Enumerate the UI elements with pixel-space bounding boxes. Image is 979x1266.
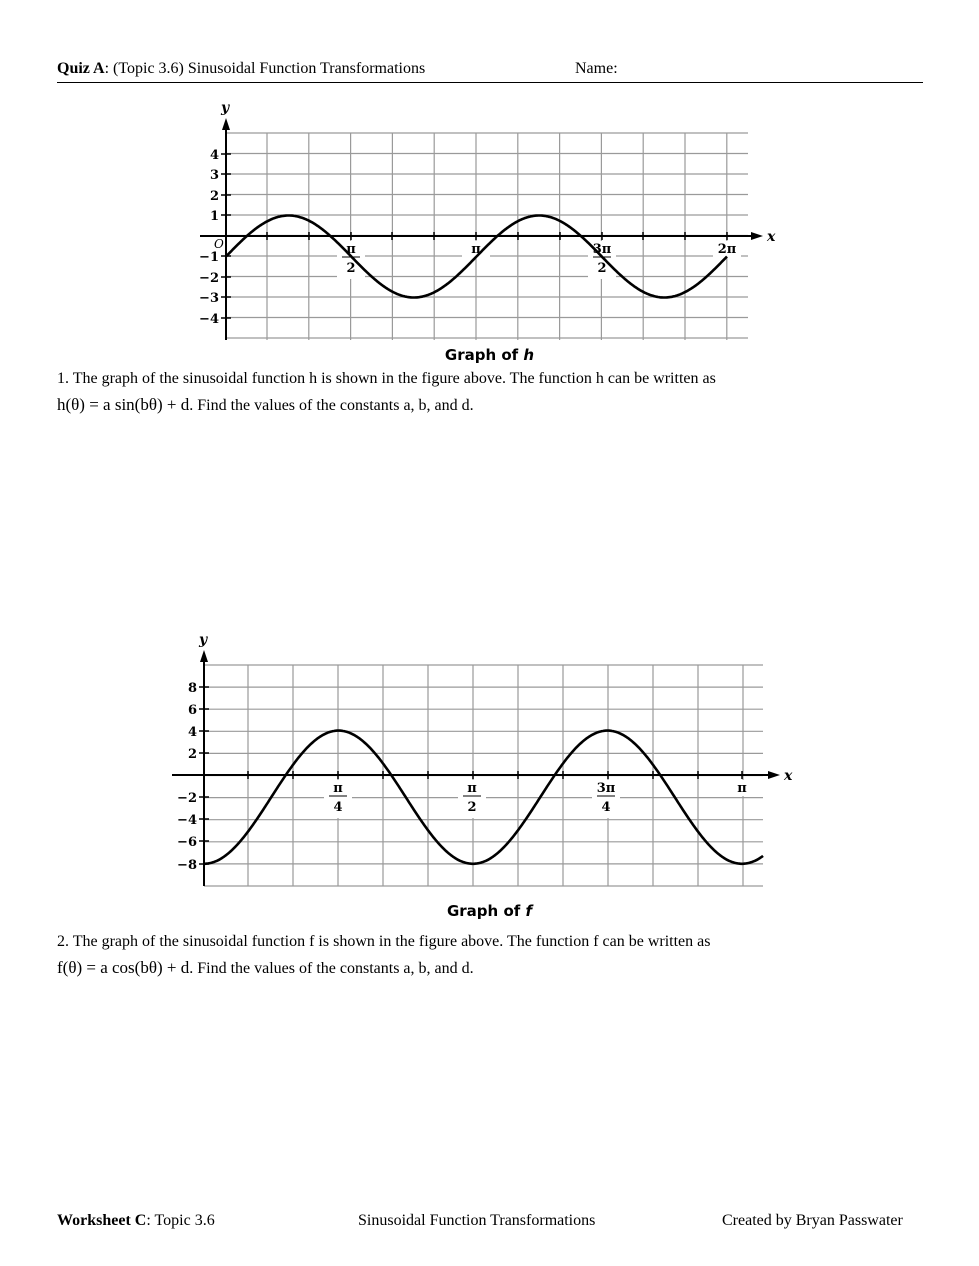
x-tick-label-den: 2	[467, 800, 477, 815]
quiz-label: Quiz A	[57, 60, 105, 77]
footer-left	[57, 1212, 215, 1230]
x-tick-label-den: 4	[601, 800, 611, 815]
y-axis-label: y	[199, 632, 208, 648]
question-1-rest: . Find the values of the constants a, b, and d.	[189, 397, 474, 414]
y-tick-label: 6	[187, 703, 197, 718]
x-tick-label-num: 3π	[596, 781, 616, 796]
x-axis-label: x	[767, 229, 776, 245]
graph-f-caption-func: f	[525, 902, 533, 920]
name-label: Name:	[575, 60, 618, 77]
y-tick-label: −6	[177, 835, 197, 850]
worksheet-label: Worksheet C	[57, 1212, 147, 1229]
x-tick-label-den: 2	[597, 261, 607, 276]
y-tick-label: 1	[209, 209, 219, 224]
y-axis-label: y	[221, 100, 230, 116]
graph-f	[0, 620, 979, 900]
x-axis-label: x	[784, 768, 793, 784]
x-tick-label-num: 3π	[592, 242, 612, 257]
question-1-text: 1. The graph of the sinusoidal function h is shown in the figure above. The function h can be written as	[57, 370, 716, 387]
y-tick-label: 2	[209, 189, 219, 204]
y-tick-label: 2	[187, 747, 197, 762]
x-tick-label-num: π	[333, 781, 343, 796]
footer-right: Created by Bryan Passwater	[722, 1212, 903, 1229]
question-2	[57, 929, 917, 982]
x-tick-label-num: 2π	[717, 242, 737, 257]
y-tick-label: −4	[177, 813, 197, 828]
graph-h-caption: Graph of h	[444, 346, 535, 364]
quiz-topic: : (Topic 3.6) Sinusoidal Function Transformations	[104, 60, 426, 77]
y-tick-label: 3	[209, 168, 219, 183]
x-tick-label-num: π	[467, 781, 477, 796]
origin-label: O	[214, 237, 224, 251]
y-tick-label: 8	[187, 681, 197, 696]
graph-f-caption: Graph of f	[446, 902, 533, 920]
question-1-formula: h(θ) = a sin(bθ) + d	[57, 395, 190, 414]
y-tick-label: −4	[199, 312, 219, 327]
y-axis-arrow	[222, 118, 230, 130]
question-2-text: 2. The graph of the sinusoidal function f is shown in the figure above. The function f can be written as	[57, 933, 711, 950]
footer-center: Sinusoidal Function Transformations	[358, 1212, 596, 1229]
x-tick-label-num: π	[737, 781, 747, 796]
question-2-rest: . Find the values of the constants a, b, and d.	[189, 960, 474, 977]
x-tick-label-den: 2	[346, 261, 356, 276]
y-tick-label: 4	[209, 148, 219, 163]
y-tick-label: −3	[199, 291, 219, 306]
y-tick-label: −1	[199, 250, 219, 265]
y-axis-arrow	[200, 650, 208, 662]
y-tick-label: 4	[187, 725, 197, 740]
graph-h-caption-func: h	[523, 346, 535, 364]
x-tick-label-num: π	[346, 242, 356, 257]
question-2-formula: f(θ) = a cos(bθ) + d	[57, 958, 190, 977]
graph-h	[0, 0, 979, 350]
x-tick-label-num: π	[471, 242, 481, 257]
x-tick-label-den: 4	[333, 800, 343, 815]
question-1-formula-line	[57, 392, 917, 419]
y-tick-label: −2	[199, 271, 219, 286]
worksheet-topic: : Topic 3.6	[146, 1212, 215, 1229]
question-1	[57, 366, 917, 419]
y-tick-label: −8	[177, 858, 197, 873]
x-axis-arrow	[768, 771, 780, 779]
y-tick-label: −2	[177, 791, 197, 806]
x-axis-arrow	[751, 232, 763, 240]
question-2-formula-line	[57, 955, 917, 982]
